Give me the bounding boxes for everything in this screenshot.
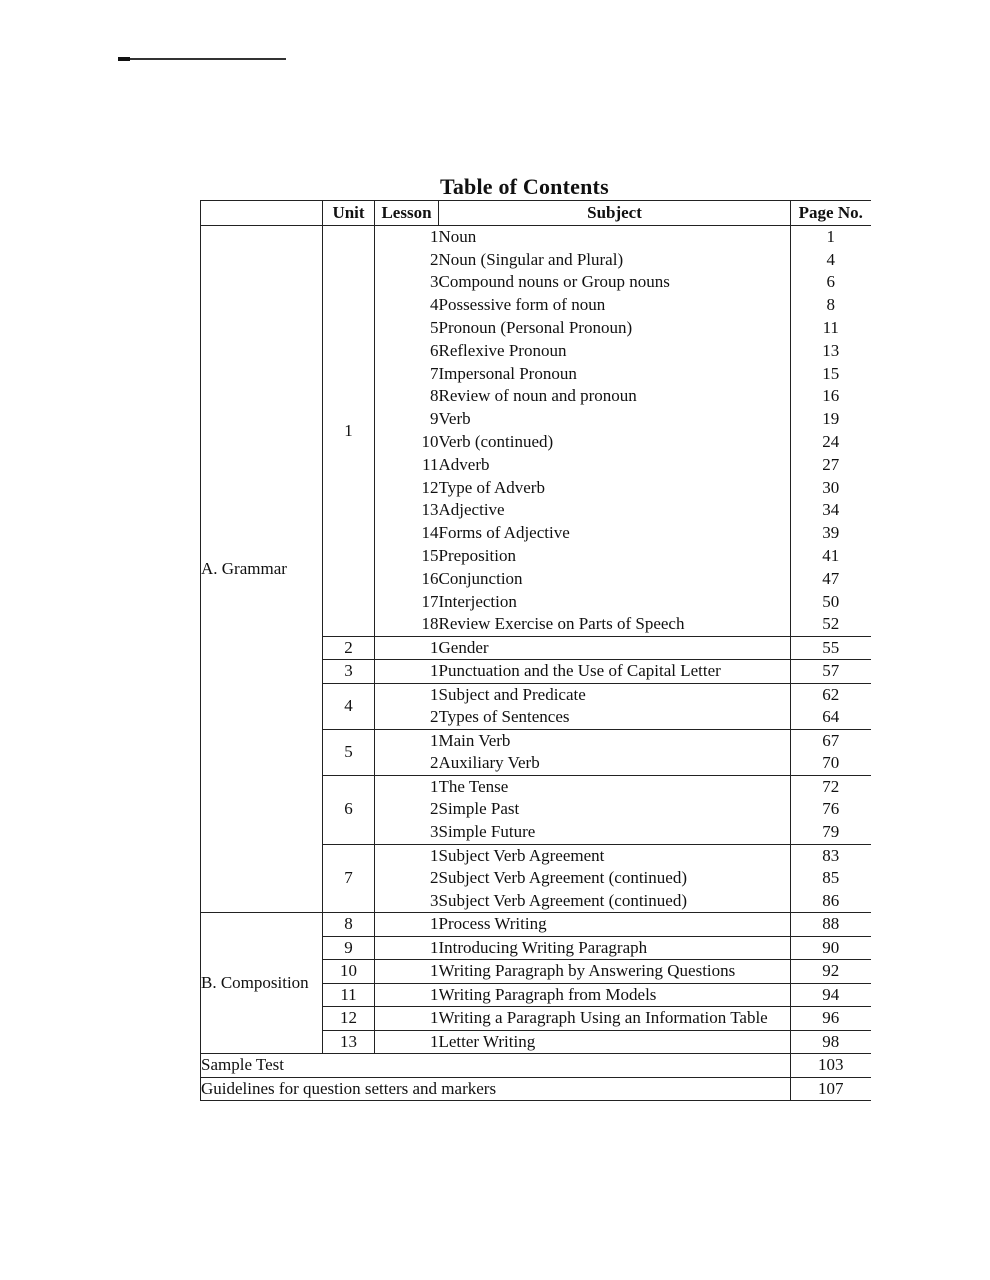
lesson-subject: Conjunction xyxy=(438,568,523,588)
contents-table xyxy=(200,200,871,1101)
lesson-number: 2 xyxy=(430,249,439,269)
page-number: 24 xyxy=(791,431,871,454)
header-page: Page No. xyxy=(791,201,871,226)
lesson-subject: Adverb xyxy=(438,454,490,474)
lesson-number: 1 xyxy=(375,729,439,752)
lesson-number: 6 xyxy=(430,340,439,360)
page-number: 79 xyxy=(791,821,871,844)
lesson-subject: The Tense xyxy=(439,775,791,798)
lesson-subject: Letter Writing xyxy=(439,1030,791,1054)
lesson-number: 16 xyxy=(421,568,439,588)
page-number: 4 xyxy=(791,249,871,272)
lesson-number: 15 xyxy=(421,546,439,565)
lesson-subject: Interjection xyxy=(438,591,517,611)
lesson-number: 1 xyxy=(375,844,439,867)
unit-number: 11 xyxy=(323,983,375,1007)
page-number: 90 xyxy=(791,936,871,960)
lesson-number: 3 xyxy=(430,272,439,292)
lesson-number: 3 xyxy=(430,822,439,842)
lesson-number: 13 xyxy=(421,500,439,520)
lesson-subject: Auxiliary Verb xyxy=(438,753,540,773)
unit-number: 1 xyxy=(323,226,375,637)
lesson-subject: Review of noun and pronoun xyxy=(438,386,637,406)
header-section xyxy=(201,201,323,226)
unit-number: 3 xyxy=(323,660,375,684)
unit-number: 7 xyxy=(323,844,375,913)
page-number: 15 xyxy=(791,362,871,385)
section-label: B. Composition xyxy=(201,913,323,1054)
lesson-number: 11 xyxy=(422,454,439,474)
lesson-subject: Forms of Adjective xyxy=(438,523,570,543)
extra-page-number: 107 xyxy=(791,1077,871,1101)
page-number: 72 xyxy=(791,775,871,798)
unit-number: 6 xyxy=(323,775,375,844)
lesson-subject: Review Exercise on Parts of Speech xyxy=(438,614,685,634)
lesson-subject: Subject Verb Agreement (continued) xyxy=(438,868,687,888)
lesson-number: 9 xyxy=(430,409,439,429)
lesson-number: 1 xyxy=(375,636,439,660)
lesson-subject: Writing a Paragraph Using an Information Table xyxy=(439,1007,791,1031)
lesson-subject: Gender xyxy=(439,636,791,660)
scan-mark xyxy=(118,58,286,60)
lesson-subject: Simple Future xyxy=(438,822,536,842)
lesson-number: 2 xyxy=(430,799,439,819)
lesson-subject: Subject Verb Agreement xyxy=(439,844,791,867)
page-number: 47 xyxy=(791,568,871,591)
lesson-number: 1 xyxy=(375,683,439,706)
lesson-subject: Type of Adverb xyxy=(438,477,545,497)
lesson-number: 7 xyxy=(430,363,439,383)
page-number: 70 xyxy=(791,752,871,775)
extra-subject: Guidelines for question setters and markers xyxy=(201,1077,791,1101)
extra-row xyxy=(201,1077,871,1101)
page-number: 92 xyxy=(791,960,871,984)
lesson-number: 12 xyxy=(421,477,439,497)
page-number: 94 xyxy=(791,983,871,1007)
lesson-number: 1 xyxy=(375,660,439,684)
page-number: 83 xyxy=(791,844,871,867)
page-number: 8 xyxy=(791,294,871,317)
lesson-subject: Main Verb xyxy=(439,729,791,752)
lesson-subject: Punctuation and the Use of Capital Letter xyxy=(439,660,791,684)
page-number: 57 xyxy=(791,660,871,684)
lesson-subject: Subject and Predicate xyxy=(439,683,791,706)
lesson-number: 8 xyxy=(430,386,439,406)
lesson-number: 1 xyxy=(375,960,439,984)
lesson-number: 17 xyxy=(421,591,439,611)
extra-subject: Sample Test xyxy=(201,1054,791,1078)
page-number: 34 xyxy=(791,499,871,522)
unit-number: 12 xyxy=(323,1007,375,1031)
page-number: 86 xyxy=(791,890,871,913)
page-number: 52 xyxy=(791,613,871,636)
lesson-subject: Types of Sentences xyxy=(438,707,570,727)
page-number: 96 xyxy=(791,1007,871,1031)
lesson-number: 1 xyxy=(375,913,439,937)
page-number: 55 xyxy=(791,636,871,660)
lesson-number: 1 xyxy=(375,775,439,798)
unit-number: 8 xyxy=(323,913,375,937)
extra-row xyxy=(201,1054,871,1078)
lesson-row xyxy=(201,913,871,937)
page-number: 16 xyxy=(791,385,871,408)
page-number: 19 xyxy=(791,408,871,431)
page-number: 1 xyxy=(791,226,871,249)
lesson-number: 1 xyxy=(375,226,439,249)
lesson-number: 2 xyxy=(430,753,439,773)
page-number: 88 xyxy=(791,913,871,937)
page-number: 39 xyxy=(791,522,871,545)
page-number: 62 xyxy=(791,683,871,706)
lesson-number: 1 xyxy=(375,936,439,960)
page-number: 6 xyxy=(791,271,871,294)
unit-number: 4 xyxy=(323,683,375,729)
lesson-row xyxy=(201,226,871,249)
lesson-number: 1 xyxy=(375,1030,439,1054)
extra-page-number: 103 xyxy=(791,1054,871,1078)
lesson-subject: Writing Paragraph by Answering Questions xyxy=(439,960,791,984)
page-number: 30 xyxy=(791,476,871,499)
page-number: 11 xyxy=(791,317,871,340)
lesson-subject: Verb xyxy=(438,409,471,429)
lesson-subject: Impersonal Pronoun xyxy=(438,363,577,383)
unit-number: 10 xyxy=(323,960,375,984)
lesson-subject: Pronoun (Personal Pronoun) xyxy=(438,318,633,338)
header-subject: Subject xyxy=(439,201,791,226)
lesson-subject: Introducing Writing Paragraph xyxy=(439,936,791,960)
lesson-number: 2 xyxy=(430,868,439,888)
lesson-number: 5 xyxy=(430,318,439,338)
lesson-number: 18 xyxy=(421,614,439,634)
lesson-subject: Reflexive Pronoun xyxy=(438,340,567,360)
page-number: 41 xyxy=(791,545,871,568)
header-lesson: Lesson xyxy=(375,201,439,226)
lesson-number: 2 xyxy=(430,707,439,727)
lesson-subject: Noun xyxy=(439,226,791,249)
lesson-subject: Noun (Singular and Plural) xyxy=(438,249,624,269)
unit-number: 9 xyxy=(323,936,375,960)
unit-number: 5 xyxy=(323,729,375,775)
section-label: A. Grammar xyxy=(201,226,323,913)
page-number: 13 xyxy=(791,340,871,363)
page-number: 67 xyxy=(791,729,871,752)
page-title: Table of Contents xyxy=(440,174,609,199)
lesson-subject: Adjective xyxy=(438,500,505,520)
lesson-number: 4 xyxy=(430,295,439,315)
lesson-number: 10 xyxy=(421,432,439,452)
lesson-subject: Possessive form of noun xyxy=(438,295,606,315)
lesson-subject: Preposition xyxy=(438,546,516,565)
lesson-number: 14 xyxy=(421,523,439,543)
unit-number: 13 xyxy=(323,1030,375,1054)
header-unit: Unit xyxy=(323,201,375,226)
lesson-subject: Subject Verb Agreement (continued) xyxy=(438,890,687,910)
page-number: 76 xyxy=(791,798,871,821)
lesson-subject: Compound nouns or Group nouns xyxy=(438,272,670,292)
header-row xyxy=(201,201,871,226)
lesson-subject: Writing Paragraph from Models xyxy=(439,983,791,1007)
page-number: 85 xyxy=(791,867,871,890)
contents-body xyxy=(201,226,871,1101)
lesson-number: 1 xyxy=(375,1007,439,1031)
page-number: 27 xyxy=(791,454,871,477)
lesson-subject: Simple Past xyxy=(438,799,520,819)
page-number: 64 xyxy=(791,706,871,729)
page-number: 98 xyxy=(791,1030,871,1054)
lesson-number: 1 xyxy=(375,983,439,1007)
lesson-number: 3 xyxy=(430,890,439,910)
unit-number: 2 xyxy=(323,636,375,660)
lesson-subject: Verb (continued) xyxy=(438,432,554,452)
lesson-subject: Process Writing xyxy=(439,913,791,937)
page-number: 50 xyxy=(791,590,871,613)
